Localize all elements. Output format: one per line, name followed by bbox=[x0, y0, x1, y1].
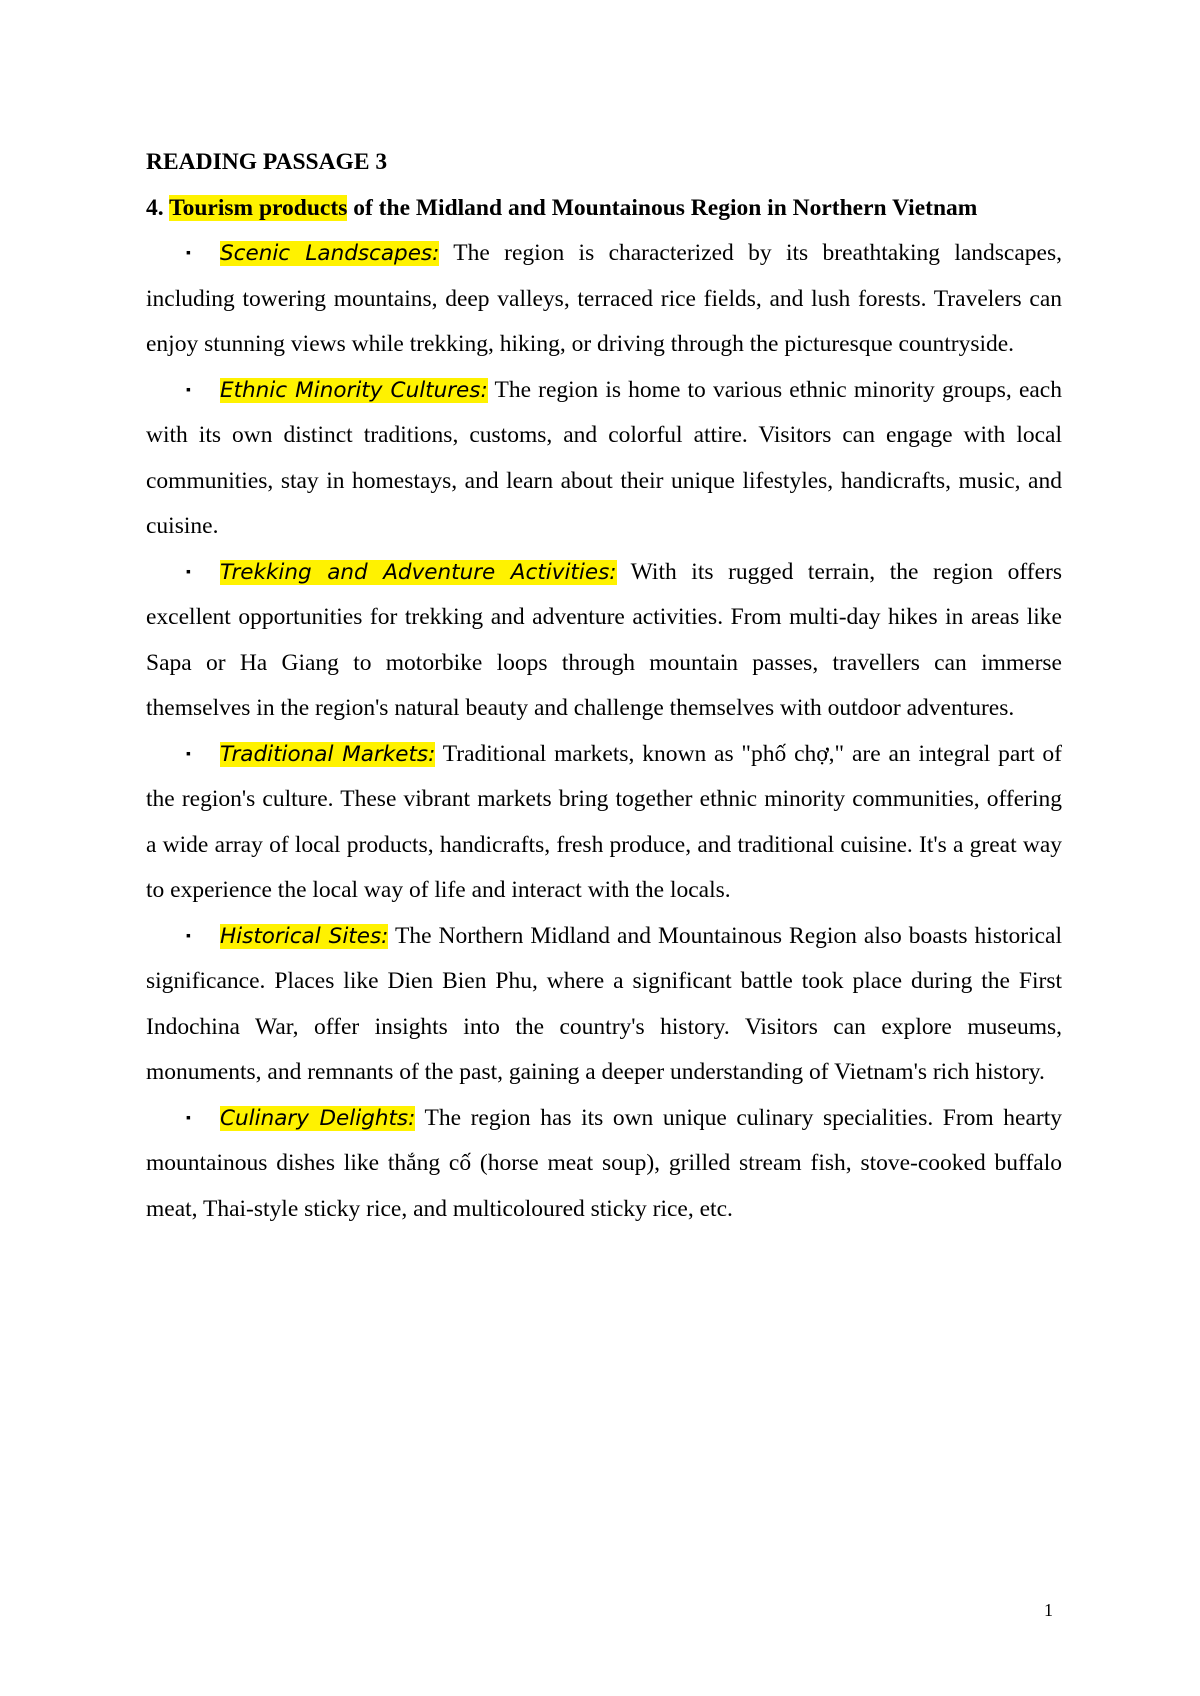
section-title bbox=[146, 186, 1062, 232]
list-item bbox=[146, 231, 1062, 368]
bullet-icon: ▪ bbox=[186, 564, 191, 580]
item-text: The region is characterized by its breathtaking landscapes, including towering mountains, deep valleys, terraced rice fields, and lush forests. Travelers can enjoy stunning views while trekking, hiking, or driving through the picturesque countryside. bbox=[146, 240, 1062, 357]
bullet-icon: ▪ bbox=[186, 246, 191, 261]
item-text: Traditional markets, known as "phố chợ," are an integral part of the region's culture. These vibrant markets bring together ethnic minority communities, offering a wide array of local products, handicrafts, fresh produce, and traditional cuisine. It's a great way to experience the local way of life and interact with the locals. bbox=[146, 740, 1063, 903]
list-item bbox=[146, 914, 1062, 1096]
section-number: 4. bbox=[146, 194, 164, 221]
list-item bbox=[146, 732, 1062, 914]
bullet-icon: ▪ bbox=[186, 1110, 191, 1126]
item-text: With its rugged terrain, the region offers excellent opportunities for trekking and adventure activities. From multi-day hikes in areas like Sapa or Ha Giang to motorbike loops through mountain passes, travellers can immerse themselves in the region's natural beauty and challenge themselves with outdoor adventures. bbox=[146, 558, 1062, 721]
item-term: Historical Sites: bbox=[220, 923, 389, 949]
page-number: 1 bbox=[1044, 1600, 1053, 1620]
item-text: The region has its own unique culinary specialities. From hearty mountainous dishes like thắng cố (horse meat soup), grilled stream fish, stove-cooked buffalo meat, Thai-style sticky rice, and multicoloured sticky rice, etc. bbox=[146, 1104, 1062, 1222]
list-item bbox=[146, 368, 1062, 550]
passage-heading: READING PASSAGE 3 bbox=[146, 149, 388, 175]
section-title-rest: of the Midland and Mountainous Region in Northern Vietnam bbox=[347, 194, 978, 221]
item-text: The Northern Midland and Mountainous Region also boasts historical significance. Places like Dien Bien Phu, where a significant battle took place during the First Indochina War, offer insights into the country's history. Visitors can explore museums, monuments, and remnants of the past, gaining a deeper understanding of Vietnam's rich history. bbox=[146, 922, 1062, 1085]
item-term: Trekking and Adventure Activities: bbox=[220, 559, 617, 585]
item-term: Scenic Landscapes: bbox=[220, 241, 440, 266]
item-text: The region is home to various ethnic minority groups, each with its own distinct traditions, customs, and colorful attire. Visitors can engage with local communities, stay in homestays, and learn about their unique lifestyles, handicrafts, music, and cuisine. bbox=[146, 376, 1062, 539]
section-title-highlight: Tourism products bbox=[169, 194, 348, 221]
list-item bbox=[146, 1096, 1062, 1233]
bullet-icon: ▪ bbox=[186, 928, 191, 944]
list-item bbox=[146, 550, 1062, 732]
item-term: Ethnic Minority Cultures: bbox=[220, 377, 488, 403]
bullet-icon: ▪ bbox=[186, 382, 191, 398]
bullet-icon: ▪ bbox=[186, 746, 191, 762]
document-body bbox=[146, 140, 1062, 1232]
item-term: Traditional Markets: bbox=[220, 741, 436, 767]
item-term: Culinary Delights: bbox=[220, 1105, 416, 1131]
